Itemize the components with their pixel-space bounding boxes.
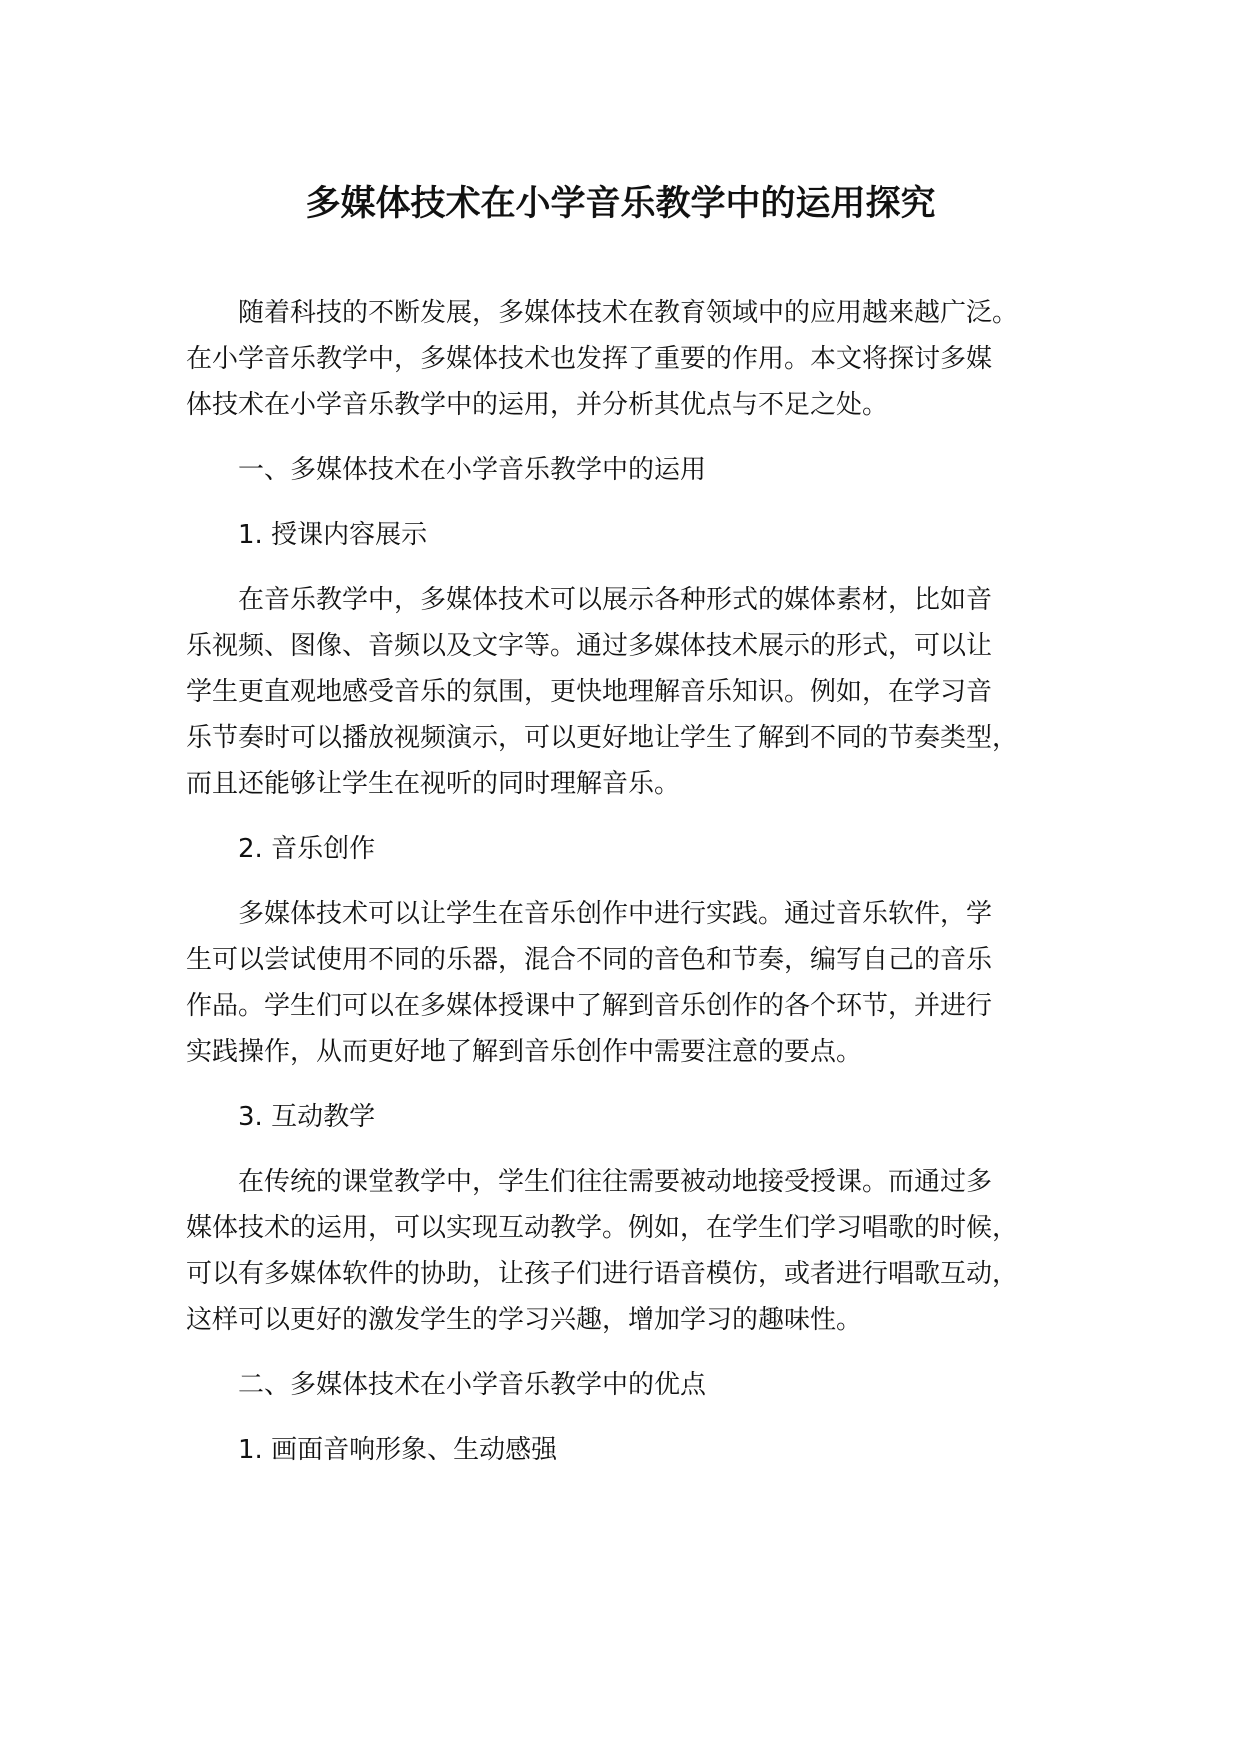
text-line: 可以有多媒体软件的协助，让孩子们进行语音模仿，或者进行唱歌互动， [186, 1259, 1019, 1289]
heading-line: 3. 互动教学 [238, 1102, 376, 1132]
text-line: 作品。学生们可以在多媒体授课中了解到音乐创作的各个环节，并进行 [186, 991, 993, 1021]
section-heading [186, 1362, 1086, 1408]
text-line: 多媒体技术可以让学生在音乐创作中进行实践。通过音乐软件，学 [238, 899, 993, 929]
text-line: 学生更直观地感受音乐的氛围，更快地理解音乐知识。例如，在学习音 [186, 677, 993, 707]
paragraph-intro [186, 290, 1086, 428]
heading-line: 一、多媒体技术在小学音乐教学中的运用 [238, 455, 707, 485]
text-line: 生可以尝试使用不同的乐器，混合不同的音色和节奏，编写自己的音乐 [186, 945, 993, 975]
text-line: 这样可以更好的激发学生的学习兴趣，增加学习的趣味性。 [186, 1305, 863, 1335]
text-line: 媒体技术的运用，可以实现互动教学。例如，在学生们学习唱歌的时候， [186, 1213, 1019, 1243]
text-line: 乐节奏时可以播放视频演示，可以更好地让学生了解到不同的节奏类型， [186, 723, 1019, 753]
text-line: 在音乐教学中，多媒体技术可以展示各种形式的媒体素材，比如音 [238, 585, 993, 615]
document-title: 多媒体技术在小学音乐教学中的运用探究 [305, 184, 936, 224]
section-heading [186, 447, 1086, 493]
subsection-heading [186, 826, 1086, 872]
heading-line: 2. 音乐创作 [238, 834, 376, 864]
subsection-heading [186, 1427, 1086, 1473]
paragraph-interactive-teaching [186, 1159, 1086, 1343]
paragraph-music-creation [186, 891, 1086, 1075]
paragraph-content-display [186, 577, 1086, 807]
text-line: 而且还能够让学生在视听的同时理解音乐。 [186, 769, 681, 799]
text-line: 随着科技的不断发展，多媒体技术在教育领域中的应用越来越广泛。 [238, 298, 1019, 328]
text-line: 实践操作，从而更好地了解到音乐创作中需要注意的要点。 [186, 1037, 863, 1067]
subsection-heading [186, 512, 1086, 558]
text-line: 乐视频、图像、音频以及文字等。通过多媒体技术展示的形式，可以让 [186, 631, 993, 661]
heading-line: 1. 授课内容展示 [238, 520, 428, 550]
document-body [186, 290, 1086, 1492]
heading-line: 1. 画面音响形象、生动感强 [238, 1435, 558, 1465]
text-line: 在传统的课堂教学中，学生们往往需要被动地接受授课。而通过多 [238, 1167, 993, 1197]
heading-line: 二、多媒体技术在小学音乐教学中的优点 [238, 1370, 707, 1400]
subsection-heading [186, 1094, 1086, 1140]
text-line: 在小学音乐教学中，多媒体技术也发挥了重要的作用。本文将探讨多媒 [186, 344, 993, 374]
text-line: 体技术在小学音乐教学中的运用，并分析其优点与不足之处。 [186, 390, 889, 420]
